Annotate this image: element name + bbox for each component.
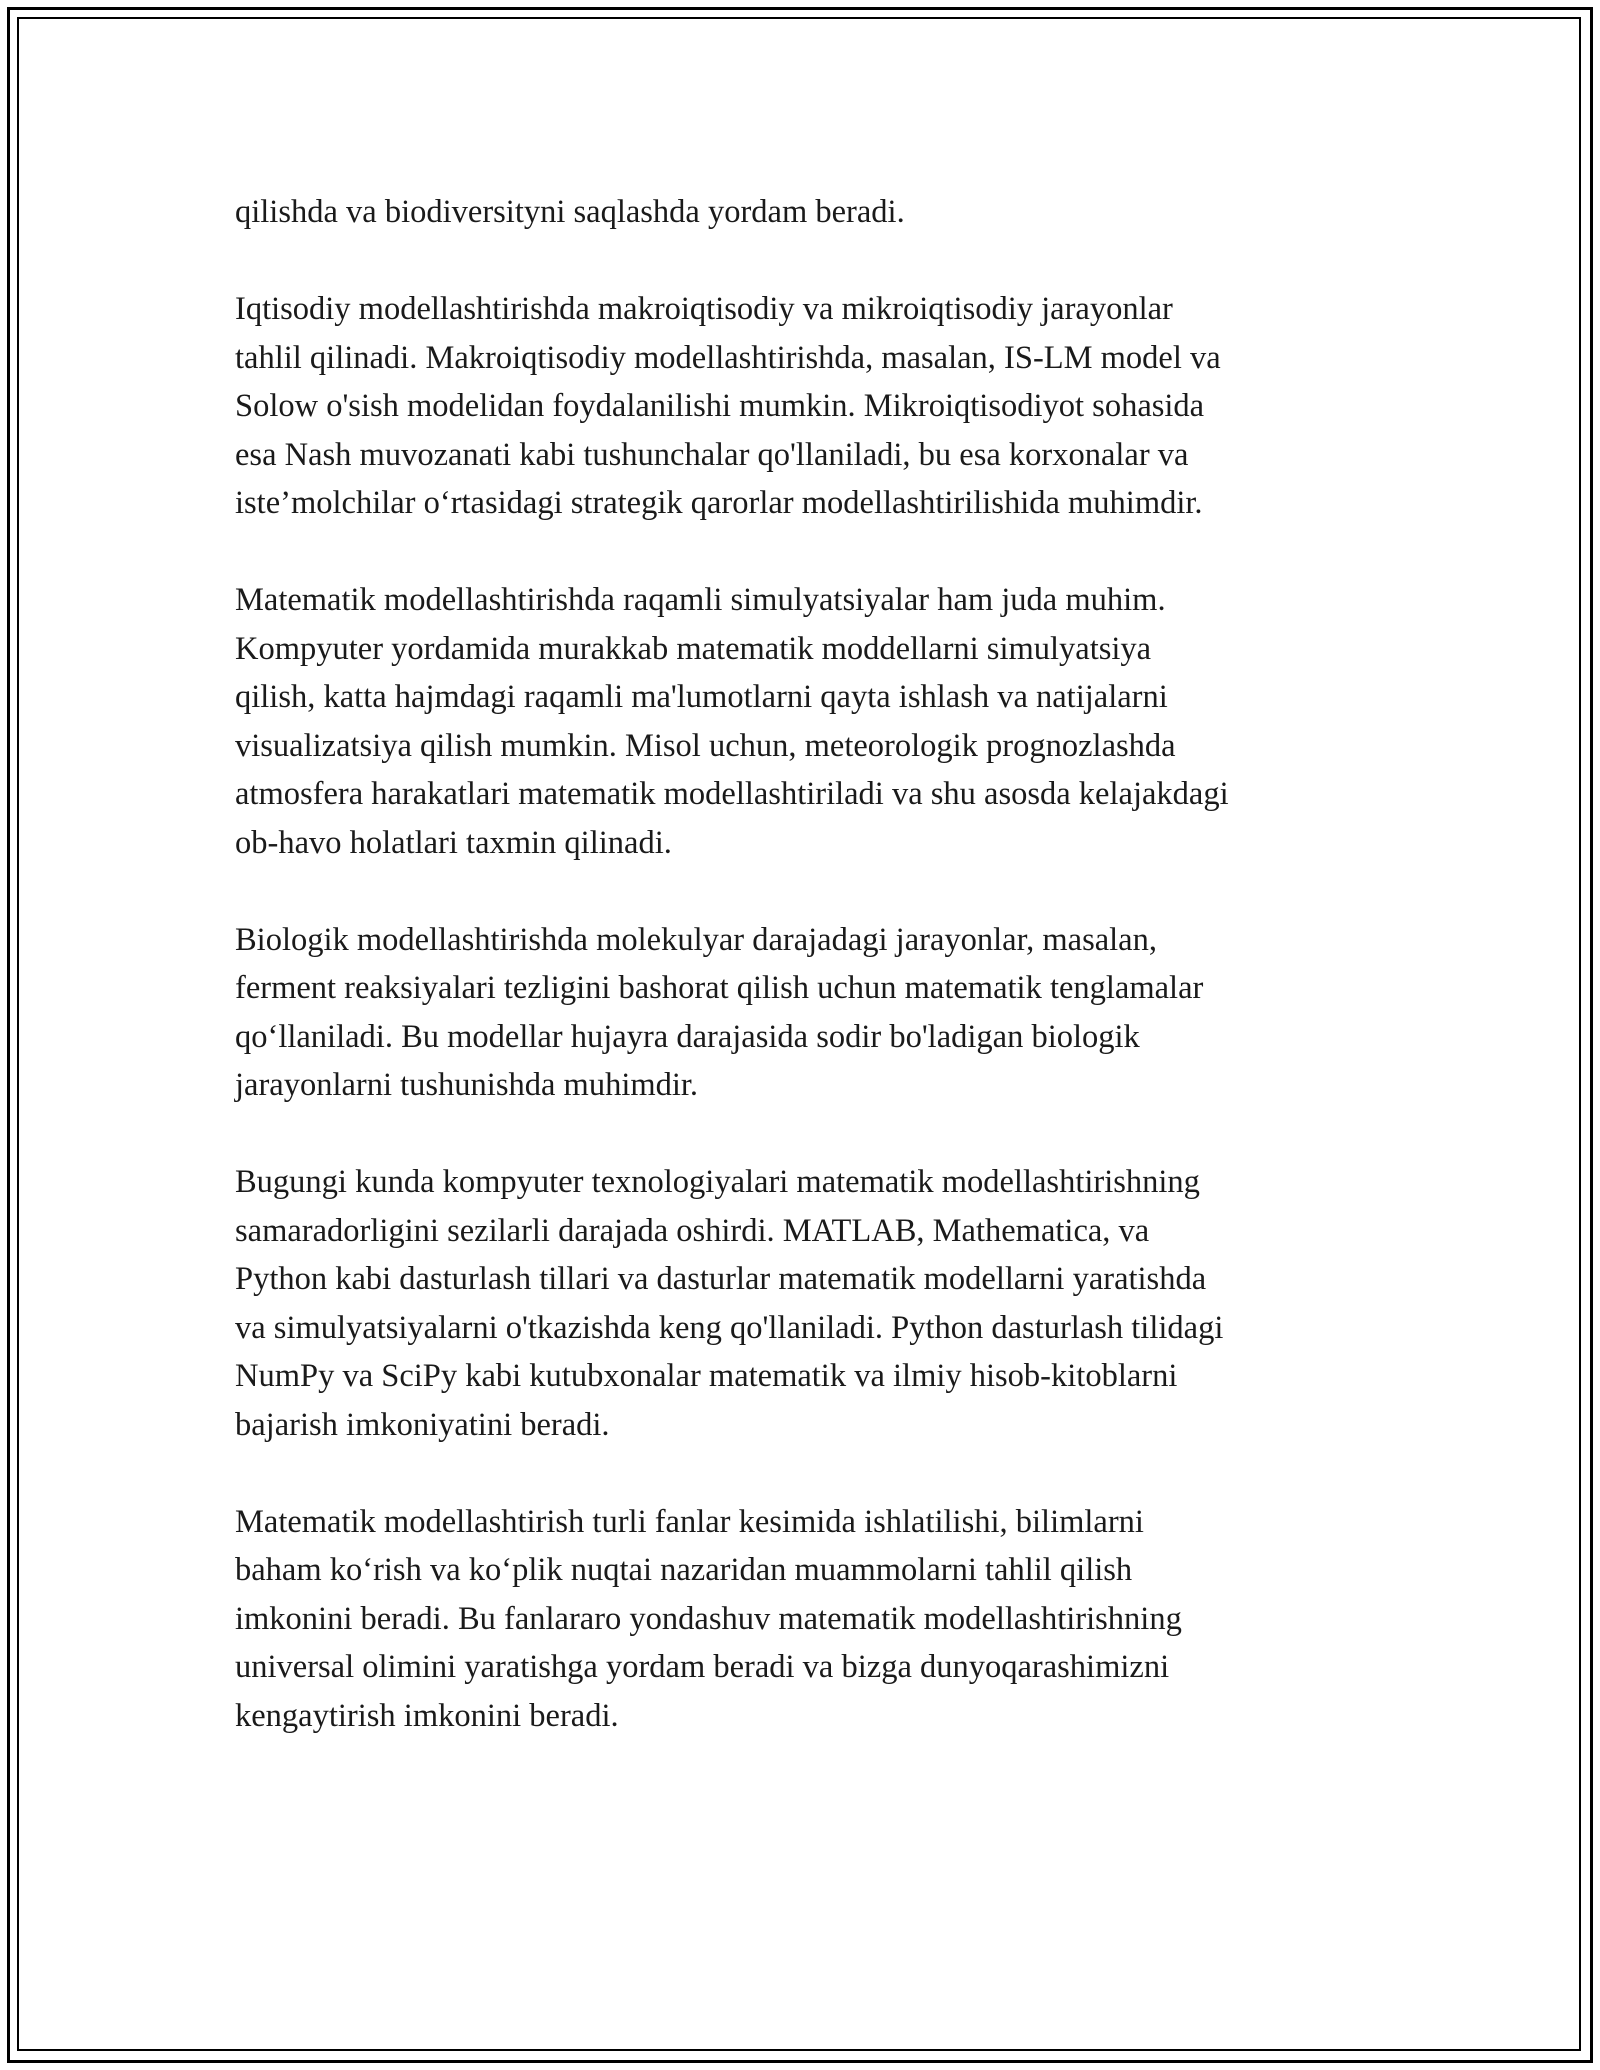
text-line: ferment reaksiyalari tezligini bashorat qilish uchun matematik tenglamalar bbox=[235, 970, 1204, 1006]
text-line: esa Nash muvozanati kabi tushunchalar qo'llaniladi, bu esa korxonalar va bbox=[235, 436, 1189, 473]
text-line: bajarish imkoniyatini beradi. bbox=[235, 1406, 610, 1443]
text-line: visualizatsiya qilish mumkin. Misol uchun, meteorologik prognozlashda bbox=[235, 727, 1176, 764]
text-line: kengaytirish imkonini beradi. bbox=[235, 1697, 619, 1734]
paragraph-5 bbox=[235, 1158, 1375, 1449]
text-line: Iqtisodiy modellashtirishda makroiqtisodiy va mikroiqtisodiy jarayonlar bbox=[235, 291, 1173, 327]
text-line: Solow o'sish modelidan foydalanilishi mumkin. Mikroiqtisodiyot sohasida bbox=[235, 388, 1205, 424]
paragraph-3 bbox=[235, 576, 1375, 867]
text-line: jarayonlarni tushunishda muhimdir. bbox=[235, 1067, 699, 1103]
document-body bbox=[235, 188, 1375, 1789]
paragraph-2 bbox=[235, 285, 1375, 528]
text-line: baham ko‘rish va ko‘plik nuqtai nazaridan muammolarni tahlil qilish bbox=[235, 1552, 1133, 1588]
text-line: Kompyuter yordamida murakkab matematik moddellarni simulyatsiya bbox=[235, 630, 1152, 667]
text-line: universal olimini yaratishga yordam beradi va bizga dunyoqarashimizni bbox=[235, 1649, 1170, 1685]
text-line: va simulyatsiyalarni o'tkazishda keng qo'llaniladi. Python dasturlash tilidagi bbox=[235, 1309, 1224, 1346]
text-line: imkonini beradi. Bu fanlararo yondashuv matematik modellashtirishning bbox=[235, 1600, 1182, 1637]
text-line: Python kabi dasturlash tillari va dasturlar matematik modellarni yaratishda bbox=[235, 1261, 1207, 1297]
text-line: tahlil qilinadi. Makroiqtisodiy modellashtirishda, masalan, IS-LM model va bbox=[235, 339, 1221, 376]
text-line: Matematik modellashtirish turli fanlar kesimida ishlatilishi, bilimlarni bbox=[235, 1503, 1144, 1540]
text-line: Bugungi kunda kompyuter texnologiyalari matematik modellashtirishning bbox=[235, 1164, 1200, 1200]
text-line: qilish, katta hajmdagi raqamli ma'lumotlarni qayta ishlash va natijalarni bbox=[235, 679, 1168, 715]
paragraph-6 bbox=[235, 1498, 1375, 1741]
text-line: qilishda va biodiversityni saqlashda yordam beradi. bbox=[235, 194, 905, 230]
text-line: NumPy va SciPy kabi kutubxonalar matematik va ilmiy hisob-kitoblarni bbox=[235, 1358, 1178, 1394]
text-line: qo‘llaniladi. Bu modellar hujayra darajasida sodir bo'ladigan biologik bbox=[235, 1018, 1140, 1055]
paragraph-1 bbox=[235, 188, 1375, 237]
text-line: iste’molchilar o‘rtasidagi strategik qarorlar modellashtirilishida muhimdir. bbox=[235, 485, 1203, 521]
text-line: Biologik modellashtirishda molekulyar darajadagi jarayonlar, masalan, bbox=[235, 921, 1157, 958]
text-line: atmosfera harakatlari matematik modellashtiriladi va shu asosda kelajakdagi bbox=[235, 776, 1229, 812]
paragraph-4 bbox=[235, 916, 1375, 1110]
text-line: samaradorligini sezilarli darajada oshirdi. MATLAB, Mathematica, va bbox=[235, 1212, 1150, 1249]
text-line: ob-havo holatlari taxmin qilinadi. bbox=[235, 824, 672, 861]
text-line: Matematik modellashtirishda raqamli simulyatsiyalar ham juda muhim. bbox=[235, 582, 1166, 618]
